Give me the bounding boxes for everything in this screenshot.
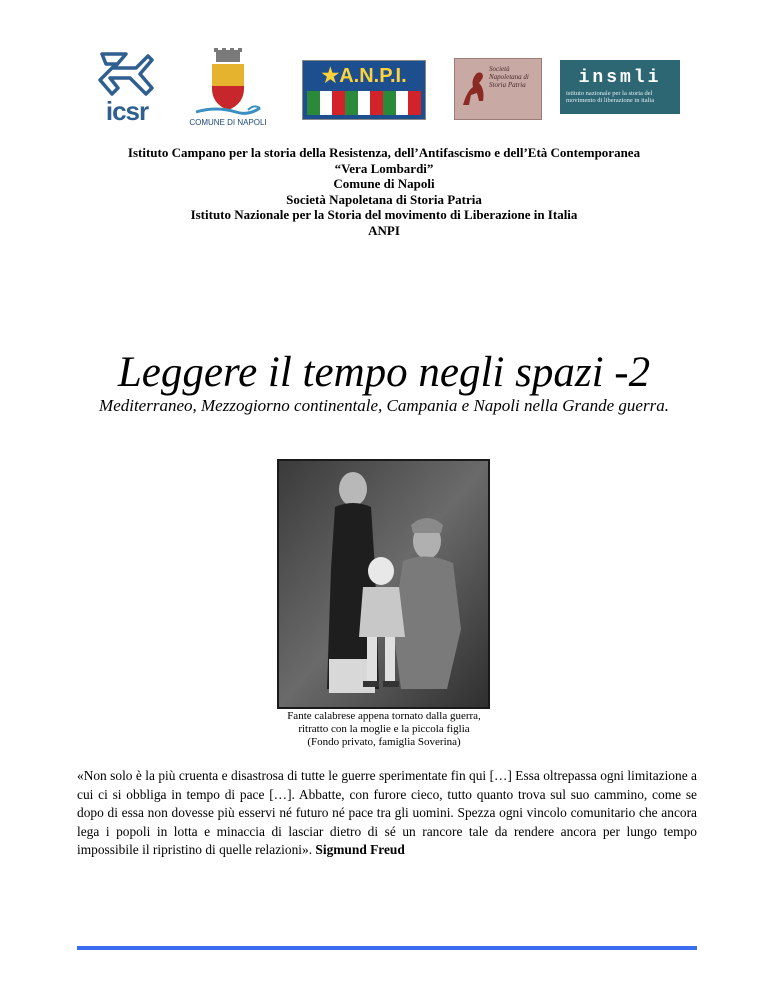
- family-photo: [277, 459, 490, 709]
- caption-line: Fante calabrese appena tornato dalla guerra,: [287, 710, 481, 722]
- sepia-family-portrait-image: [277, 459, 490, 709]
- comune-napoli-logo: [186, 48, 270, 132]
- anpi-flag-stripes: [307, 91, 421, 115]
- insmli-logo: [560, 60, 680, 114]
- photo-caption: [234, 710, 534, 749]
- insmli-logo-subtitle: istituto nazionale per la storia del movimento di liberazione in italia: [566, 90, 655, 104]
- caption-line: ritratto con la moglie e la piccola figlia: [298, 723, 470, 735]
- napoli-crest-icon: [186, 48, 270, 118]
- storia-patria-logo: [454, 58, 542, 120]
- institution-line: “Vera Lombardi”: [334, 160, 434, 176]
- quote-author: Sigmund Freud: [315, 842, 405, 857]
- icsr-mark-icon: [96, 50, 158, 98]
- institution-line: ANPI: [368, 222, 400, 238]
- comune-napoli-label: COMUNE DI NAPOLI: [189, 118, 267, 127]
- freud-quote: [77, 767, 697, 860]
- quote-text: «Non solo è la più cruenta e disastrosa di tutte le guerre sperimentate fin qui […] Essa oltrepassa ogni limitazione a cui ci si obbliga in tempo di pace […]. Abbatte, con furore cieco, tutto quanto trova sul suo cammino, come se dopo di essa non dovesse più esservi né futuro né pace tra gli uomini. Spezza ogni vincolo comunitario che ancora lega i popoli in lotta e minaccia di lasciar dietro di sé un rancore tale da rendere ancora per lungo tempo impossibile il ripristino di quelle relazioni».: [77, 768, 697, 857]
- institutions-list: [40, 145, 728, 239]
- insmli-logo-title: insmli: [578, 68, 662, 88]
- logo-bar: [0, 46, 768, 127]
- caption-line: (Fondo privato, famiglia Soverina): [307, 736, 461, 748]
- anpi-logo-text: ★A.N.P.I.: [321, 65, 407, 87]
- storia-patria-label: Società Napoletana di Storia Patria: [489, 65, 529, 89]
- bottom-divider: [77, 946, 697, 950]
- document-title: Leggere il tempo negli spazi -2: [117, 349, 651, 396]
- icsr-logo: [96, 50, 158, 124]
- anpi-logo: [302, 60, 426, 120]
- institution-line: Istituto Campano per la storia della Resistenza, dell’Antifascismo e dell’Età Contemporanea: [127, 145, 641, 160]
- document-subtitle: Mediterraneo, Mezzogiorno continentale, Campania e Napoli nella Grande guerra.: [99, 396, 669, 415]
- institution-line: Società Napoletana di Storia Patria: [286, 191, 482, 207]
- horse-icon: [457, 61, 491, 119]
- icsr-logo-text: icsr: [105, 96, 149, 126]
- institution-line: Comune di Napoli: [333, 176, 435, 192]
- institution-line: Istituto Nazionale per la Storia del movimento di Liberazione in Italia: [190, 207, 578, 223]
